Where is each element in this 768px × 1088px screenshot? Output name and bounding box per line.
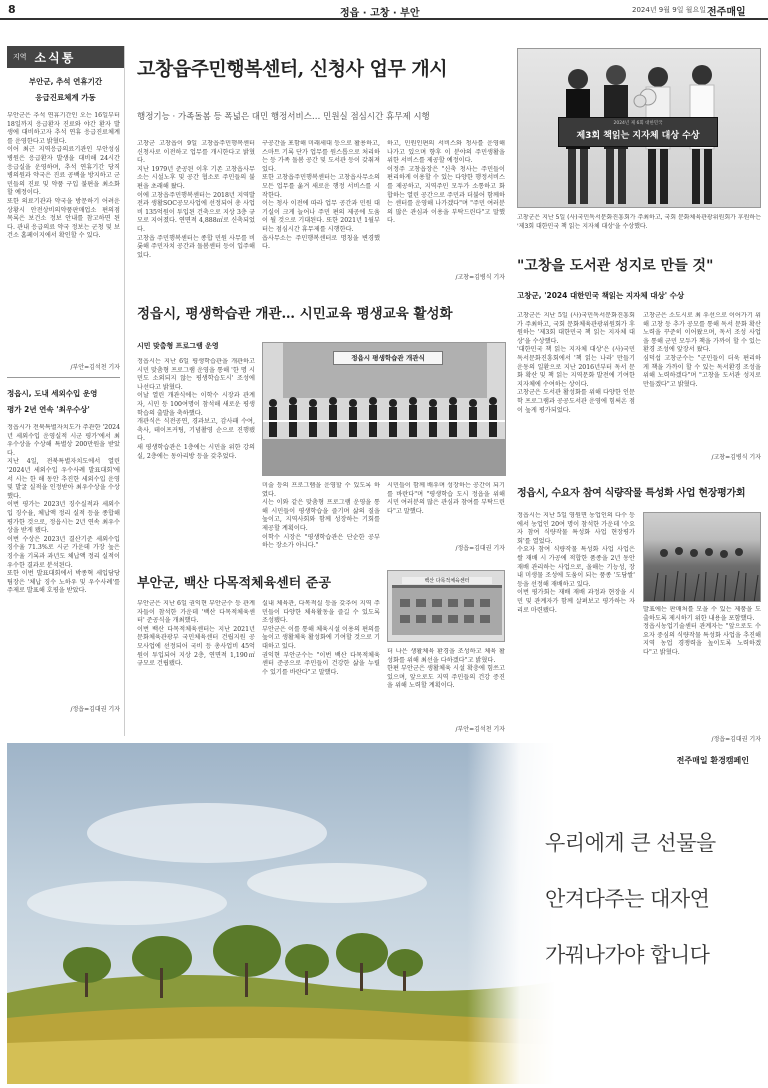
newspaper-name: 전주매일: [707, 7, 746, 18]
byline: /정읍=김대권 기자: [455, 545, 505, 552]
page-number: 8: [8, 3, 16, 16]
crop-field-photo: [643, 512, 761, 602]
ad-slogan-line: 가꿔나가야 합니다: [545, 943, 710, 967]
sidebar-title: 소식통: [34, 50, 76, 65]
article-headline: 부안군, 백산 다목적체육센터 준공: [137, 576, 331, 591]
byline: /부안=김석천 기자: [70, 364, 120, 371]
byline: /정읍=김대권 기자: [70, 706, 120, 713]
issue-date: 2024년 9월 9일 월요일: [632, 6, 706, 14]
field-image: [644, 513, 761, 602]
ad-slogan-line: 우리에게 큰 선물을: [545, 831, 716, 855]
article-headline: 정읍시, 수요자 참여 식량작물 특성화 사업 현장평가회: [517, 488, 746, 499]
brief-body: 정읍시가 전북특별자치도가 주관한 '2024년 세외수입 운영실적 시군 평가'에서 최우수상을 수상해 특별상 200만원을 받았다. 지난 4일, 전북특별자치도에서 열린 '2024년 세외수입 우수사례 발표대회'에서 시는 한 해 동안 추진한 세외수입 운영 및 발굴 실적을 인정받아 최우수상을 수상했다. 이번 평가는 2023년 징수실적과 세외수입 징수율, 체납액 정리 실적 등을 종합해 평가한 것으로, 정읍시는 2년 연속 최우수상을 받게 됐다. 이번 수상은 2023년 결산기준 세외수입 징수율 71.3%로 시군 가운데 가장 높은 징수율 기록과 과년도 체납액 정리 실적이 우수한 결과로 분석된다. 또한 이번 발표대회에서 박종혁 세입담당팀장은 '체납 징수 노하우 및 우수사례'를 주제로 발표해 호평을 받았다.: [7, 424, 121, 595]
brief-headline: 정읍시, 도내 세외수입 운영 평가 2년 연속 '최우수상': [7, 389, 98, 414]
article-headline: "고창을 도서관 성지로 만들 것": [517, 258, 714, 274]
article-column: 구공간을 포함해 미래세대 등으로 활용하고, 스마트 기록 단가 업무를 원스톱으로 처리하는 등 가족 돌봄 공간 및 도서관 등이 갖춰져 있다. 또한 고창읍주민행복센터는 고창읍사무소의 모든 업무를 옮겨 새로운 행정 서비스를 시작한다. 이는 청사 이전에 따라 업무 공간과 민원 대기실이 크게 늘어나 주민 편의 제공에 도움이 될 것으로 기대된다. 또한 2021년 1월부터는 점심시간 휴무제를 시행한다. 읍사무소는 주민행복센터로 명칭을 변경했다.: [262, 140, 380, 251]
article-column: 정읍시는 지난 6일 평생학습관을 개관하고 시민 맞춤형 프로그램 운영을 통해 '한 명 시민도 소외되지 않는 평생학습도시' 조성에 나선다고 밝혔다. 이날 열린 개관식에는 이학수 시장과 관계자, 시민 등 100여명이 참석해 새로운 평생학습의 출발을 축하했다. 개관식은 식전공연, 경과보고, 감사패 수여, 축사, 테이프커팅, 기념촬영 순으로 진행됐다. 새 평생학습관은 1층에는 시민을 위한 강의실, 2층에는 동아리방 등을 갖추었다.: [137, 358, 255, 460]
banner-small-text: 2024년 제 6회 대한민국: [613, 121, 663, 126]
article-headline: 고창읍주민행복센터, 신청사 업무 개시: [137, 58, 448, 80]
sports-center-photo: [387, 570, 505, 642]
article-subheadline: 시민 맞춤형 프로그램 운영: [137, 342, 219, 350]
building-sign: 백산 다목적체육센터: [402, 577, 492, 584]
photo-caption: 고창군은 지난 5일 (사)국민독서문화진흥회가 주최하고, 국회 문화체육관광위원회가 후원하는 '제3회 대한민국 책 읽는 지자체 대상'을 수상했다.: [517, 214, 761, 230]
page-header: [0, 0, 768, 20]
article-subheadline: 행정기능 · 가족돌봄 등 폭넓은 대민 행정서비스… 민원실 점심시간 휴무제 시행: [137, 112, 430, 122]
article-column: 고창군은 지난 5일 (사)국민독서문화진흥회가 주최하고, 국회 문화체육관광위원회가 후원하는 '제3회 대한민국 책 읽는 지자체 대상'을 수상했다. '대한민국 책 읽는 지자체 대상'은 (사)국민독서문화진흥회에서 '책 읽는 나라' 만들기 운동의 일환으로 지난 2016년부터 독서 문화 확산 및 책 읽는 지역문화 발전에 기여한 지자체에 수여하는 상이다. 고창군은 도서관 활성화를 위해 다양한 인문학 프로그램과 공공도서관 운영에 힘써온 점이 높게 평가되었다.: [517, 312, 635, 414]
article-column: 부안군은 지난 6일 권익현 부안군수 등 관계자들이 참석한 가운데 '백산 다목적체육센터' 준공식을 개최했다. 이번 백산 다목적체육센터는 지난 2021년 문화체육관광부 국민체육센터 건립지원 공모사업에 선정되어 국비 등 총사업비 45억원이 투입되어 지상 2층, 연면적 1,190㎡ 규모로 건립됐다.: [137, 600, 255, 668]
ceremony-banner: 정읍시 평생학습관 개관식: [333, 351, 443, 365]
byline: /고창=김병식 기자: [455, 274, 505, 281]
article-column: 하고, 민원인편의 서비스와 청사를 운영해 나가고 있으며 향후 이 분야의 주민생활을 위한 서비스를 제공할 예정이다. 이정주 고창읍장은 "신축 청사는 주민들이 편리하게 이용할 수 있는 다양한 행정서비스를 제공하고, 지역주민 모두가 소통하고 화합하는 열린 공간으로 주민과 더불어 함께하는 센터를 운영해 나가겠다"며 "주민 여러분의 많은 관심과 이용을 부탁드린다"고 말했다.: [387, 140, 505, 225]
article-column: 더 나은 생활체육 환경을 조성하고 체육 활성화를 위해 최선을 다하겠다"고 밝혔다. 한편 부안군은 생활체육 시설 확충에 힘쓰고 있으며, 앞으로도 지역 주민들의 건강 증진을 위해 노력할 계획이다.: [387, 648, 505, 690]
article-column: 정읍시는 지난 5일 영원면 농업인의 다수 등에서 농업인 20여 명이 참석한 가운데 '수요자 참여 식량작물 특성화 사업 현장평가회'를 열었다. 수요자 참여 식량작물 특성화 사업 사업은 쌀 재배 시 가공에 적합한 품종을 2년 동안 재배 관리하는 사업으로, 올해는 기능성, 장내 미생물 조성에 도움이 되는 품종 '도담쌀' 등을 선정해 재배하고 있다. 이번 평가회는 재배 재배 과정과 현장을 시민 및 관계자가 함께 살펴보고 평가하는 자리로 마련됐다.: [517, 512, 635, 614]
article-column: 미술 등의 프로그램을 운영할 수 있도록 하였다. 시는 이와 같은 맞춤형 프로그램 운영을 통해 시민들이 평생학습을 즐기며 삶의 질을 높이고, 지역사회와 함께 성장하는 기회를 제공할 계획이다. 이학수 시장은 "평생학습관은 단순한 공부하는 장소가 아니다.": [262, 482, 380, 550]
award-photo: [517, 48, 761, 208]
building-windows-image: [388, 571, 505, 642]
article-subheadline: 고창군, '2024 대한민국 책읽는 지자체 대상' 수상: [517, 291, 685, 300]
byline: /부안=김석천 기자: [455, 726, 505, 733]
ad-slogan-line: 안겨다주는 대자연: [545, 887, 710, 911]
environment-campaign-ad: [7, 743, 761, 1084]
ad-text-panel: [467, 743, 761, 1084]
sidebar-tag: 지역: [13, 53, 27, 61]
campaign-label: 전주매일 환경캠페인: [676, 756, 749, 765]
article-column: 고창군은 소도시로 최 우선으로 이어가기 위해 고창 등 추가 공모를 통해 독서 문화 확산 노력을 꾸준히 이어왔으며, 독서 조성 사업을 통해 군민 모두가 책을 가까이 할 수 있는 환경 조성에 앞장서 왔다. 심덕섭 고창군수는 "군민들이 더욱 편리하게 책을 가까이 할 수 있는 독서환경 조성을 위해 노력하겠다"며 "고창을 도서관 성지로 만들겠다"고 밝혔다.: [643, 312, 761, 388]
award-banner: [558, 117, 718, 147]
brief-body: 부안군은 추석 연휴기간인 오는 16일부터 18일까지 응급환자 진료와 야간 환자 발생에 대비하고자 추석 연휴 응급진료체계를 운영한다고 밝혔다. 이어 최근 지역응급의료기관인 부안성심병원은 응급환자 발생을 대비해 24시간 응급실을 운영하며, 추석 연휴기간 당직 병의원과 약국은 진료 공백을 방지하고 군민들의 진료 및 약품 구입 불편을 최소화할 예정이다. 또한 의료기관과 약국을 방문하기 어려운 상황시 안전상비의약품판매업소 편의점 목록은 보건소 정보 안내를 참고하면 된다. 관내 응급의료 약국 정보는 군청 및 보건소 홈페이지에서 확인할 수 있다.: [7, 112, 120, 240]
byline: /고창=김병식 기자: [711, 454, 761, 461]
section-title: 정읍 · 고창 · 부안: [340, 8, 420, 19]
byline: /정읍=김대권 기자: [711, 736, 761, 743]
sidebar-header: [7, 46, 124, 68]
article-column: 실내 체육관, 다목적실 등을 갖추어 지역 주민들이 다양한 체육활동을 즐길 수 있도록 조성됐다. 부안군은 이를 통해 체육시설 이용의 편의를 높이고 생활체육 활성화에 기여할 것으로 기대하고 있다. 권익현 부안군수는 "이번 백산 다목적체육센터 준공으로 주민들이 건강한 삶을 누릴 수 있기를 바란다"고 말했다.: [262, 600, 380, 676]
banner-main-text: 제3회 책읽는 지자체 대상 수상: [576, 131, 700, 141]
brief-headline: 부안군, 추석 연휴기간 응급진료체계 가동: [28, 77, 103, 102]
article-column: 시민들이 함께 배우며 성장하는 공간이 되기를 바란다"며 "평생학습 도시 정읍을 위해 시민 여러분의 많은 관심과 참여를 부탁드린다"고 말했다.: [387, 482, 505, 515]
article-column: 고창군 고창읍이 9일 고창읍주민행복센터 신청사로 이전하고 업무를 개시한다고 밝혔다. 지난 1979년 준공된 이후 기존 고창읍사무소는 시설노후 및 공간 협소로 주민들의 불편을 초래해 왔다. 이에 고창읍주민행복센터는 2018년 지역발전과 생활SOC공모사업에 선정되어 총 사업비 135억원이 투입된 건축으로 지상 3층 규모로 지어졌다. 연면적 4,888㎡로 신축되었다. 고창읍 주민행복센터는 종합 민원 사무를 비롯해 주민자치 공간과 돌봄센터 등이 입주해 있다.: [137, 140, 255, 259]
article-headline: 정읍시, 평생학습관 개관… 시민교육 평생교육 활성화: [137, 306, 453, 322]
article-column: 발표에는 판매처를 모을 수 있는 제품을 도출하도록 제시하기 위한 내용을 포함했다. 정읍시농업기술센터 관계자는 "앞으로도 수요자 중심의 식량작물 특성화 사업을 추진해 지역 농업 경쟁력을 높이도록 노력하겠다"고 밝혔다.: [643, 606, 761, 656]
opening-ceremony-photo: [262, 342, 506, 476]
sidebar: [7, 46, 125, 736]
ceremony-crowd-image: [263, 343, 506, 476]
